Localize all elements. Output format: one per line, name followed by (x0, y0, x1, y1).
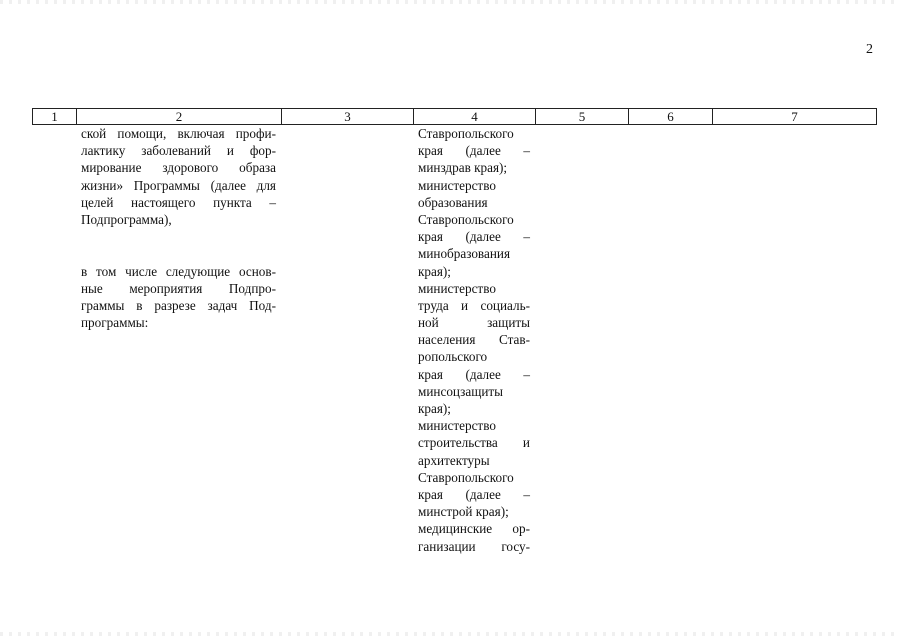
text-line: Ставропольского (418, 126, 514, 141)
text-line: труда и социаль- (418, 297, 530, 313)
text-line: ропольского (418, 349, 488, 365)
scan-edge-top (0, 0, 899, 4)
scan-edge-bottom (0, 632, 899, 636)
header-cell-7: 7 (791, 109, 798, 124)
text-line: архитектуры (418, 452, 490, 468)
text-line: Ставропольского (418, 211, 514, 227)
text-line: министерство (418, 418, 496, 434)
text-line: минсоцзащиты (418, 383, 504, 399)
text-line: минстрой края); (418, 504, 509, 520)
text-line: края (далее – (418, 229, 530, 245)
text-line: целей настоящего пункта – (81, 194, 276, 210)
text-line: Подпрограмма), (81, 211, 172, 227)
table-header-row (32, 108, 877, 125)
text-line: граммы в разрезе задач Под- (81, 297, 276, 313)
header-cell-3: 3 (282, 109, 414, 124)
text-line: мирование здорового образа (81, 160, 276, 176)
text-line: министерство (418, 280, 496, 296)
text-line: лактику заболеваний и фор- (81, 143, 276, 159)
header-cell-4: 4 (414, 109, 536, 124)
text-line: строительства и (418, 435, 530, 451)
header-cell-1: 1 (33, 109, 77, 124)
text-line: программы: (81, 315, 149, 331)
text-line: жизни» Программы (далее для (81, 177, 276, 193)
column-4-text (418, 125, 530, 555)
text-line: Ставропольского (418, 469, 514, 485)
text-line: края); (418, 263, 451, 279)
text-line: министерство (418, 177, 496, 193)
header-cell-6: 6 (629, 109, 713, 124)
text-line: края (далее – (418, 486, 530, 502)
text-line: населения Став- (418, 332, 530, 348)
text-line: медицинские ор- (418, 521, 530, 537)
text-line: края (далее – (418, 366, 530, 382)
text-line: минобразования (418, 246, 511, 262)
text-line: в том числе следующие основ- (81, 263, 276, 279)
text-line: ные мероприятия Подпро- (81, 280, 276, 296)
header-cell-2: 2 (77, 109, 282, 124)
text-line: края (далее – (418, 143, 530, 159)
text-line: ной защиты (418, 315, 530, 331)
text-line: края); (418, 401, 451, 416)
header-cell-5: 5 (536, 109, 629, 124)
text-line: образования (418, 194, 488, 210)
page-number: 2 (866, 42, 873, 57)
text-line: ганизации госу- (418, 538, 530, 554)
column-2-text (81, 125, 276, 331)
text-line: ской помощи, включая профи- (81, 126, 276, 141)
text-line: минздрав края); (418, 160, 508, 176)
